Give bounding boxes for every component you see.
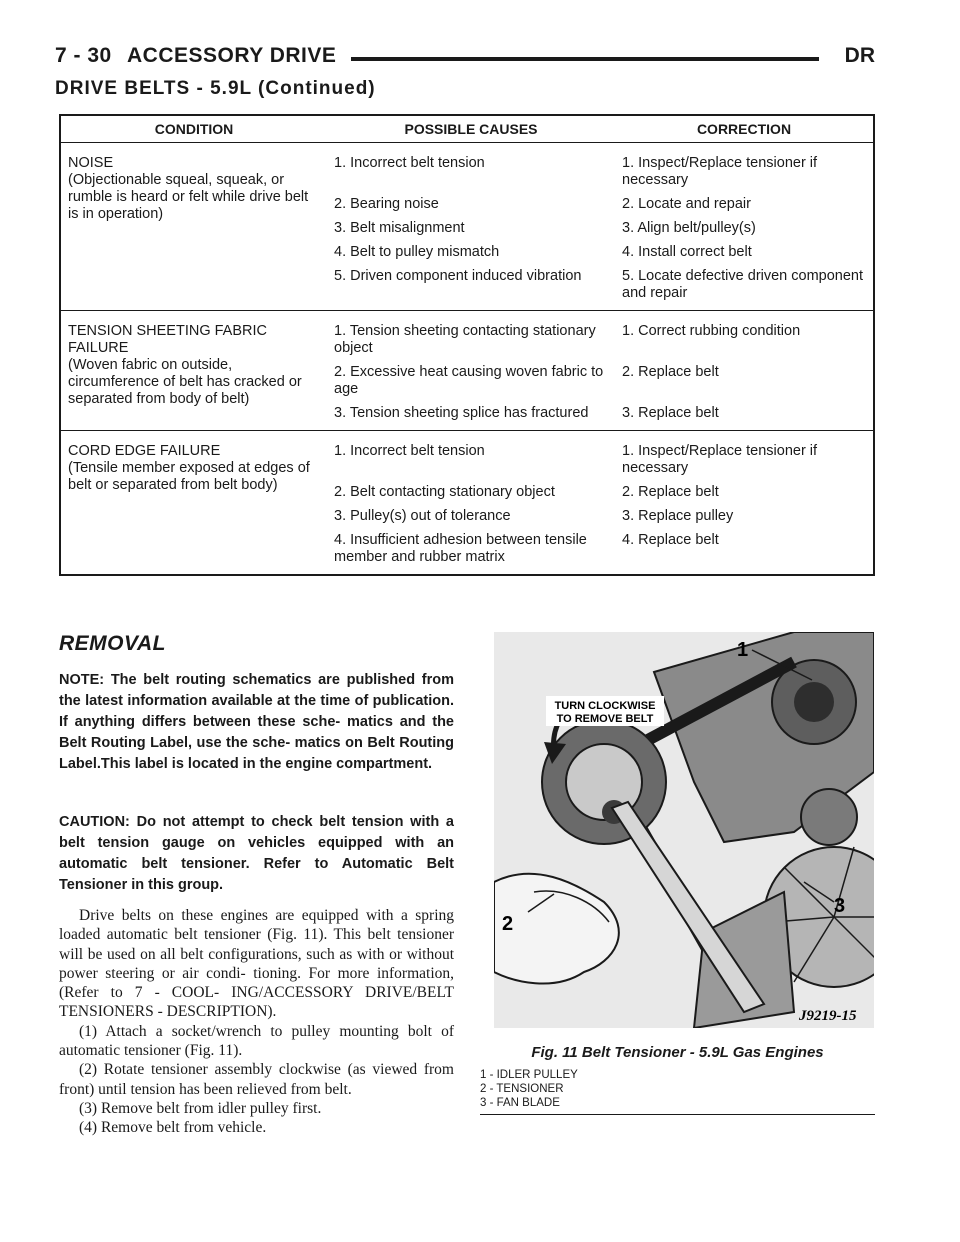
model-code: DR — [844, 44, 875, 67]
cause-cell: 4. Insufficient adhesion between tensile member and rubber matrix — [334, 532, 587, 565]
page-header — [55, 44, 875, 74]
step: (3) Remove belt from idler pulley first. — [79, 1099, 322, 1117]
correction-cell: 4. Replace belt — [622, 532, 719, 548]
table-row — [60, 311, 874, 365]
callout-3: 3 — [834, 895, 846, 917]
callout-1: 1 — [737, 639, 749, 661]
cause-cell: 3. Pulley(s) out of tolerance — [334, 508, 511, 524]
condition-cell: NOISE (Objectionable squeal, squeak, or rumble is heard or felt while drive belt is in operation) — [60, 143, 327, 311]
cause-cell: 5. Driven component induced vibration — [334, 268, 582, 284]
column-header-correction: CORRECTION — [615, 115, 874, 143]
figure-legend — [480, 1068, 578, 1110]
correction-cell: 1. Correct rubbing condition — [615, 311, 874, 365]
legend-item: 1 - IDLER PULLEY — [480, 1069, 578, 1081]
section-title: ACCESSORY DRIVE — [127, 44, 337, 67]
correction-cell: 3. Align belt/pulley(s) — [622, 220, 756, 236]
step: (4) Remove belt from vehicle. — [79, 1119, 267, 1137]
correction-cell: 1. Inspect/Replace tensioner if necessary — [615, 431, 874, 485]
cause-cell: 1. Incorrect belt tension — [327, 431, 615, 485]
header-rule — [351, 57, 819, 61]
page-number: 7 - 30 — [55, 44, 112, 67]
cause-cell: 4. Belt to pulley mismatch — [334, 244, 500, 260]
correction-cell: 1. Inspect/Replace tensioner if necessary — [615, 143, 874, 197]
cause-cell: 1. Tension sheeting contacting stationary object — [327, 311, 615, 365]
cause-cell: 2. Belt contacting stationary object — [334, 484, 555, 500]
belt-tensioner-figure — [494, 632, 874, 1028]
figure-label-line1: TURN CLOCKWISE — [554, 700, 656, 712]
figure-caption: Fig. 11 Belt Tensioner - 5.9L Gas Engines — [531, 1044, 824, 1061]
tensioner-illustration — [494, 632, 874, 1028]
legend-item: 3 - FAN BLADE — [480, 1097, 560, 1109]
cause-cell: 3. Belt misalignment — [334, 220, 465, 236]
table-row — [60, 143, 874, 197]
condition-cell: CORD EDGE FAILURE (Tensile member exposed at edges of belt or separated from belt body) — [60, 431, 327, 576]
diagnosis-table — [59, 114, 875, 576]
correction-cell: 3. Replace pulley — [622, 508, 734, 524]
caution-note: CAUTION: Do not attempt to check belt tension with a belt tension gauge on vehicles equipped with an automatic belt tensioner. Refer to Automatic Belt Tensioner in this group. — [59, 814, 454, 893]
correction-cell: 2. Locate and repair — [622, 196, 751, 212]
callout-2: 2 — [502, 913, 514, 935]
cause-cell: 2. Excessive heat causing woven fabric to age — [334, 364, 604, 397]
step: (2) Rotate tensioner assembly clockwise (as viewed from front) until tension has been relieved from belt. — [59, 1061, 454, 1098]
column-header-condition: CONDITION — [60, 115, 327, 143]
legend-rule — [480, 1114, 875, 1115]
correction-cell: 2. Replace belt — [622, 364, 719, 380]
cause-cell: 2. Bearing noise — [334, 196, 439, 212]
correction-cell: 5. Locate defective driven component and repair — [622, 268, 864, 301]
condition-cell: TENSION SHEETING FABRIC FAILURE (Woven fabric on outside, circumference of belt has cracked or separated from body of belt) — [60, 311, 327, 431]
table-row — [60, 431, 874, 485]
cause-cell: 1. Incorrect belt tension — [327, 143, 615, 197]
cause-cell: 3. Tension sheeting splice has fractured — [334, 405, 589, 421]
column-header-causes: POSSIBLE CAUSES — [327, 115, 615, 143]
removal-body — [59, 906, 454, 1138]
correction-cell: 2. Replace belt — [622, 484, 719, 500]
correction-cell: 3. Replace belt — [622, 405, 719, 421]
routing-note: NOTE: The belt routing schematics are published from the latest information available at the time of publication. If anything differs between these sche- matics and the Belt Routing Label, use the sche- matics on Belt Routing Label.This label is located in the engine compartment. — [59, 672, 454, 772]
legend-item: 2 - TENSIONER — [480, 1083, 564, 1095]
removal-heading: REMOVAL — [59, 632, 166, 655]
correction-cell: 4. Install correct belt — [622, 244, 752, 260]
figure-code: J9219-15 — [799, 1008, 857, 1024]
table-header-row — [60, 115, 874, 143]
paragraph: Drive belts on these engines are equipped with a spring loaded automatic belt tensioner (Fig. 11). This belt tensioner will be used on all belt configurations, such as with or without power steering or air condi- tioning. For more information, (Refer to 7 - COOL- ING/ACCESSORY DRIVE/BELT TENSIONERS - DESCRIPTION). — [59, 907, 454, 1021]
continued-title: DRIVE BELTS - 5.9L (Continued) — [55, 78, 376, 99]
step: (1) Attach a socket/wrench to pulley mounting bolt of automatic tensioner (Fig. 11). — [59, 1022, 454, 1060]
figure-label-line2: TO REMOVE BELT — [556, 713, 654, 725]
